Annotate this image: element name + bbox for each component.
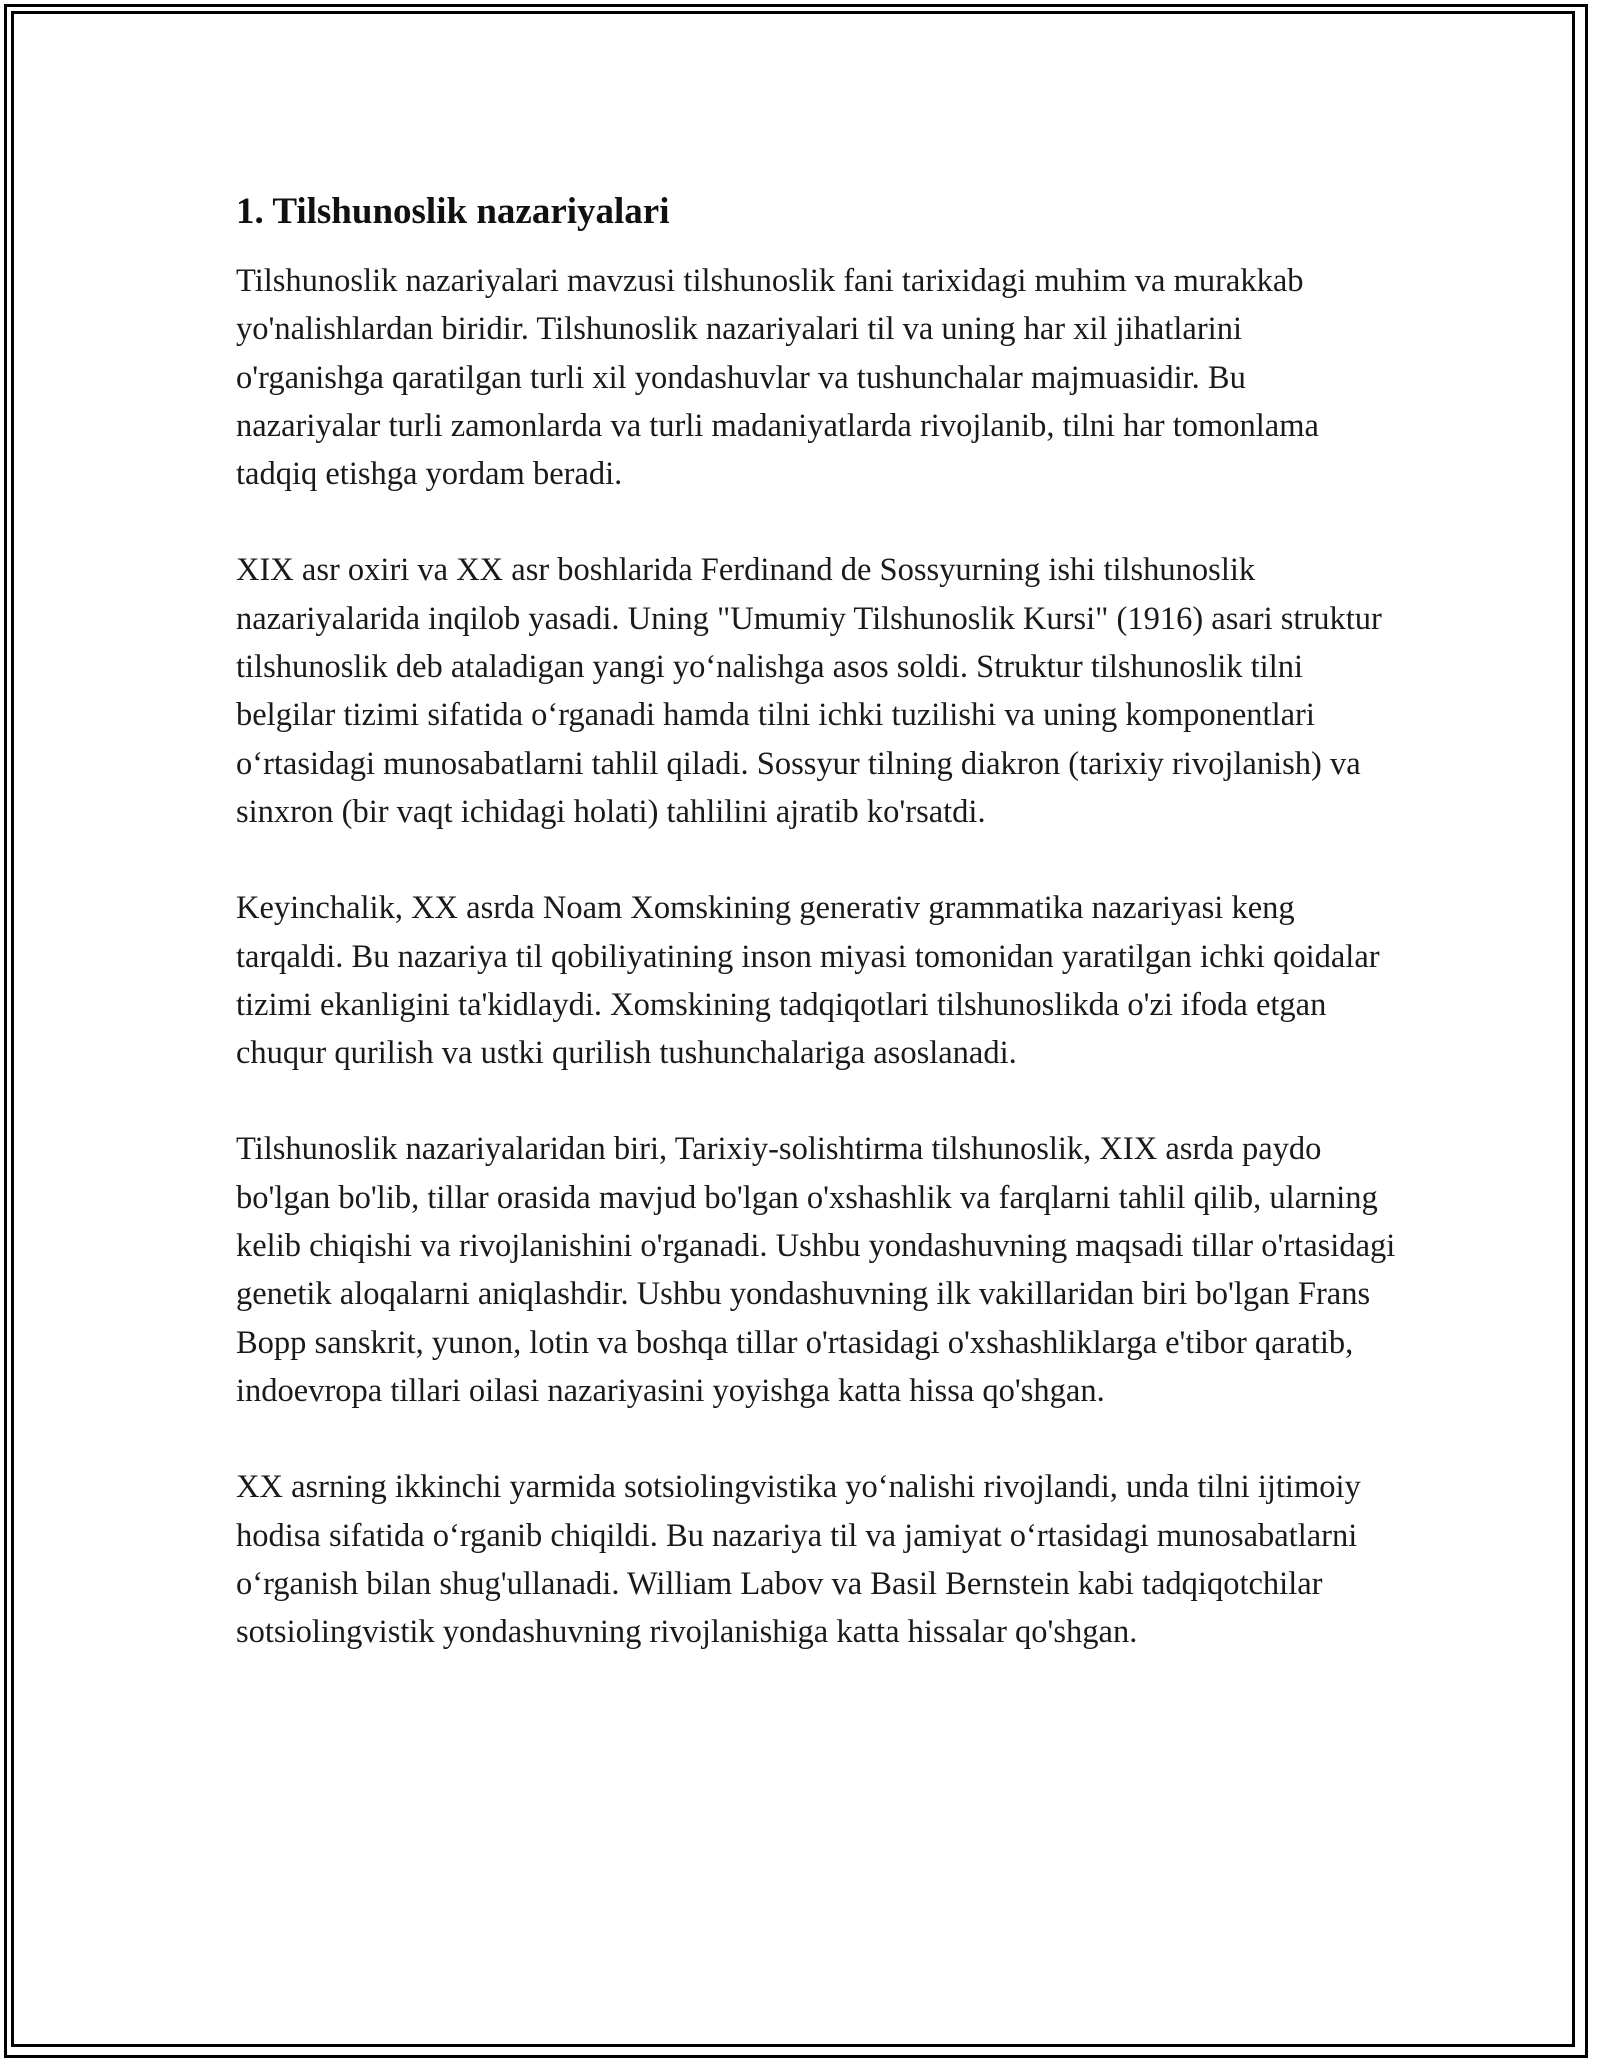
document-body — [236, 187, 1396, 1704]
paragraph-intro: Tilshunoslik nazariyalari mavzusi tilshunoslik fani tarixidagi muhim va murakkab yo'nalishlardan biridir. Tilshunoslik nazariyalari til va uning har xil jihatlarini o'rganishga qaratilgan turli xil yondashuvlar va tushunchalar majmuasidir. Bu nazariyalar turli zamonlarda va turli madaniyatlarda rivojlanib, tilni har tomonlama tadqiq etishga yordam beradi. — [236, 263, 1319, 493]
paragraph-comparative: Tilshunoslik nazariyalaridan biri, Tarixiy-solishtirma tilshunoslik, XIX asrda paydo bo'lgan bo'lib, tillar orasida mavjud bo'lgan o'xshashlik va farqlarni tahlil qilib, ularning kelib chiqishi va rivojlanishini o'rganadi. Ushbu yondashuvning maqsadi tillar o'rtasidagi genetik aloqalarni aniqlashdir. Ushbu yondashuvning ilk vakillaridan biri bo'lgan Frans Bopp sanskrit, yunon, lotin va boshqa tillar o'rtasidagi o'xshashliklarga e'tibor qaratib, indoevropa tillari oilasi nazariyasini yoyishga katta hissa qo'shgan. — [236, 1131, 1396, 1409]
section-heading: 1. Tilshunoslik nazariyalari — [236, 191, 670, 232]
paragraph-chomsky: Keyinchalik, XX asrda Noam Xomskining generativ grammatika nazariyasi keng tarqaldi. Bu nazariya til qobiliyatining inson miyasi tomonidan yaratilgan ichki qoidalar tizimi ekanligini ta'kidlaydi. Xomskining tadqiqotlari tilshunoslikda o'zi ifoda etgan chuqur qurilish va ustki qurilish tushunchalariga asoslanadi. — [236, 890, 1380, 1072]
paragraph-sociolinguistics: XX asrning ikkinchi yarmida sotsiolingvistika yo‘nalishi rivojlandi, unda tilni ijtimoiy hodisa sifatida o‘rganib chiqildi. Bu nazariya til va jamiyat o‘rtasidagi munosabatlarni o‘rganish bilan shug'ullanadi. William Labov va Basil Bernstein kabi tadqiqotchilar sotsiolingvistik yondashuvning rivojlanishiga katta hissalar qo'shgan. — [236, 1469, 1361, 1651]
paragraph-saussure: XIX asr oxiri va XX asr boshlarida Ferdinand de Sossyurning ishi tilshunoslik nazariyalarida inqilob yasadi. Uning "Umumiy Tilshunoslik Kursi" (1916) asari struktur tilshunoslik deb ataladigan yangi yo‘nalishga asos soldi. Struktur tilshunoslik tilni belgilar tizimi sifatida o‘rganadi hamda tilni ichki tuzilishi va uning komponentlari o‘rtasidagi munosabatlarni tahlil qiladi. Sossyur tilning diakron (tarixiy rivojlanish) va sinxron (bir vaqt ichidagi holati) tahlilini ajratib ko'rsatdi. — [236, 552, 1382, 830]
